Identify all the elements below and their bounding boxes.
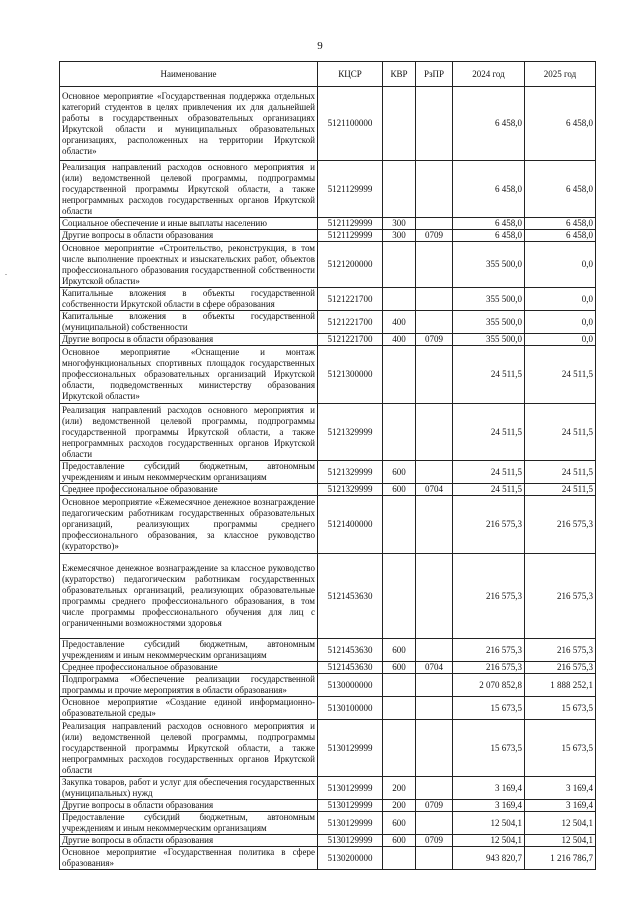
cell-kvr: 300 [383,230,416,242]
table-row [60,639,596,662]
cell-kvr: 600 [383,461,416,484]
cell-rzpr: 0704 [416,484,453,496]
cell-name: Основное мероприятие «Оснащение и монтаж многофункциональных спортивных площадок государственных профессиональных образовательных организаций Иркутской области, подведомственных министерству образования Иркутской области» [60,346,318,404]
cell-name: Другие вопросы в области образования [60,230,318,242]
cell-kvr [383,288,416,311]
cell-code: 5121400000 [318,496,383,554]
cell-y2024: 355 500,0 [453,311,525,334]
cell-rzpr [416,639,453,662]
table-row [60,218,596,230]
cell-rzpr: 0709 [416,230,453,242]
cell-name: Другие вопросы в области образования [60,800,318,812]
table-row [60,777,596,800]
cell-rzpr [416,404,453,461]
table-row [60,484,596,496]
cell-y2025: 1 888 252,1 [525,674,596,697]
cell-rzpr: 0704 [416,662,453,674]
cell-rzpr [416,242,453,288]
cell-y2025: 24 511,5 [525,484,596,496]
cell-y2025: 12 504,1 [525,812,596,835]
cell-rzpr [416,161,453,218]
cell-y2024: 24 511,5 [453,346,525,404]
cell-y2025: 24 511,5 [525,346,596,404]
cell-kvr: 600 [383,639,416,662]
cell-name: Предоставление субсидий бюджетным, автономным учреждениям и иным некоммерческим организациям [60,812,318,835]
cell-code: 5121100000 [318,87,383,161]
cell-name: Капитальные вложения в объекты государственной собственности Иркутской области в сфере образования [60,288,318,311]
cell-rzpr: 0709 [416,334,453,346]
cell-rzpr: 0709 [416,835,453,847]
cell-name: Основное мероприятие «Государственная поддержка отдельных категорий студентов в целях привлечения их для дальнейшей работы в государственных образовательных организациях Иркутской области и муниципальных образовательных организациях, расположенных на территории Иркутской области» [60,87,318,161]
cell-y2025: 3 169,4 [525,777,596,800]
cell-code: 5121329999 [318,484,383,496]
cell-name: Основное мероприятие «Создание единой информационно-образовательной среды» [60,697,318,720]
table-row [60,554,596,639]
cell-code: 5130129999 [318,777,383,800]
cell-y2025: 24 511,5 [525,461,596,484]
table-row [60,847,596,870]
cell-y2024: 24 511,5 [453,461,525,484]
cell-code: 5121300000 [318,346,383,404]
cell-code: 5121221700 [318,334,383,346]
cell-name: Реализация направлений расходов основного мероприятия и (или) ведомственной целевой программы, подпрограммы государственной программы Иркутской области, а также непрограммных расходов государственных органов Иркутской области [60,161,318,218]
table-header-row [60,62,596,87]
cell-kvr: 300 [383,218,416,230]
cell-y2024: 216 575,3 [453,662,525,674]
cell-kvr [383,847,416,870]
cell-y2025: 216 575,3 [525,662,596,674]
budget-table [59,61,596,870]
cell-rzpr [416,461,453,484]
table-row [60,161,596,218]
cell-code: 5121453630 [318,662,383,674]
cell-rzpr [416,812,453,835]
cell-y2025: 216 575,3 [525,496,596,554]
column-header-rzpr: РзПР [416,62,453,87]
cell-y2024: 12 504,1 [453,835,525,847]
cell-rzpr [416,697,453,720]
cell-kvr [383,554,416,639]
cell-y2024: 2 070 852,8 [453,674,525,697]
cell-code: 5121221700 [318,311,383,334]
table-row [60,496,596,554]
cell-code: 5130200000 [318,847,383,870]
cell-name: Предоставление субсидий бюджетным, автономным учреждениям и иным некоммерческим организациям [60,461,318,484]
cell-y2025: 6 458,0 [525,230,596,242]
cell-y2025: 24 511,5 [525,404,596,461]
page-number: 9 [317,40,323,52]
table-row [60,720,596,777]
column-header-kvr: КВР [383,62,416,87]
cell-y2024: 12 504,1 [453,812,525,835]
table-row [60,461,596,484]
cell-name: Другие вопросы в области образования [60,334,318,346]
cell-y2024: 355 500,0 [453,288,525,311]
cell-y2025: 0,0 [525,334,596,346]
cell-rzpr [416,496,453,554]
cell-rzpr [416,218,453,230]
cell-y2024: 24 511,5 [453,404,525,461]
table-row [60,674,596,697]
cell-code: 5130129999 [318,800,383,812]
cell-name: Социальное обеспечение и иные выплаты населению [60,218,318,230]
cell-y2025: 6 458,0 [525,161,596,218]
cell-code: 5130000000 [318,674,383,697]
cell-kvr: 200 [383,777,416,800]
cell-y2025: 3 169,4 [525,800,596,812]
table-row [60,800,596,812]
cell-y2024: 6 458,0 [453,218,525,230]
cell-y2024: 355 500,0 [453,242,525,288]
cell-kvr: 600 [383,835,416,847]
table-row [60,404,596,461]
cell-rzpr [416,674,453,697]
cell-name: Среднее профессиональное образование [60,662,318,674]
cell-name: Закупка товаров, работ и услуг для обеспечения государственных (муниципальных) нужд [60,777,318,800]
table-row [60,87,596,161]
cell-y2025: 216 575,3 [525,639,596,662]
cell-name: Капитальные вложения в объекты государственной (муниципальной) собственности [60,311,318,334]
cell-y2025: 15 673,5 [525,697,596,720]
cell-kvr [383,161,416,218]
cell-y2025: 0,0 [525,288,596,311]
cell-y2024: 216 575,3 [453,496,525,554]
cell-rzpr [416,288,453,311]
cell-kvr: 600 [383,812,416,835]
table-row [60,835,596,847]
table-row [60,230,596,242]
cell-code: 5130129999 [318,835,383,847]
table-row [60,812,596,835]
cell-y2024: 15 673,5 [453,720,525,777]
cell-y2025: 0,0 [525,311,596,334]
cell-kvr [383,674,416,697]
column-header-2024: 2024 год [453,62,525,87]
cell-y2024: 15 673,5 [453,697,525,720]
cell-rzpr: 0709 [416,800,453,812]
cell-kvr: 600 [383,662,416,674]
cell-kvr [383,87,416,161]
cell-name: Основное мероприятие «Строительство, реконструкция, в том числе выполнение проектных и изыскательских работ, объектов профессионального образования государственной собственности Иркутской области» [60,242,318,288]
cell-y2024: 216 575,3 [453,639,525,662]
cell-kvr: 600 [383,484,416,496]
cell-code: 5121453630 [318,639,383,662]
cell-name: Предоставление субсидий бюджетным, автономным учреждениям и иным некоммерческим организациям [60,639,318,662]
cell-rzpr [416,720,453,777]
cell-code: 5130129999 [318,720,383,777]
table-body [60,87,596,870]
cell-y2024: 943 820,7 [453,847,525,870]
cell-y2025: 216 575,3 [525,554,596,639]
cell-y2024: 216 575,3 [453,554,525,639]
scan-mark: . [5,268,7,277]
cell-y2024: 3 169,4 [453,777,525,800]
cell-kvr [383,404,416,461]
cell-code: 5130100000 [318,697,383,720]
cell-y2024: 6 458,0 [453,87,525,161]
cell-rzpr [416,777,453,800]
cell-y2024: 355 500,0 [453,334,525,346]
cell-code: 5121129999 [318,230,383,242]
cell-kvr [383,346,416,404]
cell-kvr: 400 [383,311,416,334]
table-row [60,311,596,334]
cell-code: 5121453630 [318,554,383,639]
cell-y2025: 0,0 [525,242,596,288]
table-row [60,288,596,311]
cell-kvr: 400 [383,334,416,346]
cell-kvr [383,697,416,720]
cell-y2024: 6 458,0 [453,161,525,218]
cell-y2025: 1 216 786,7 [525,847,596,870]
cell-y2025: 6 458,0 [525,87,596,161]
cell-name: Основное мероприятие «Ежемесячное денежное вознаграждение педагогическим работникам государственных образовательных организаций, реализующих программы среднего профессионального образования, за классное руководство (кураторство)» [60,496,318,554]
cell-rzpr [416,554,453,639]
table-row [60,697,596,720]
column-header-2025: 2025 год [525,62,596,87]
cell-kvr [383,242,416,288]
cell-code: 5121129999 [318,161,383,218]
cell-code: 5121329999 [318,461,383,484]
cell-rzpr [416,311,453,334]
table-row [60,662,596,674]
table-row [60,334,596,346]
cell-name: Ежемесячное денежное вознаграждение за классное руководство (кураторство) педагогическим работникам государственных образовательных организаций, реализующих образовательные программы среднего профессионального образования, в том числе программы профессионального обучения для лиц с ограниченными возможностями здоровья [60,554,318,639]
column-header-code: КЦСР [318,62,383,87]
cell-kvr [383,720,416,777]
cell-code: 5121129999 [318,218,383,230]
cell-rzpr [416,346,453,404]
cell-code: 5121329999 [318,404,383,461]
cell-y2025: 12 504,1 [525,835,596,847]
cell-name: Реализация направлений расходов основного мероприятия и (или) ведомственной целевой программы, подпрограммы государственной программы Иркутской области, а также непрограммных расходов государственных органов Иркутской области [60,720,318,777]
cell-name: Подпрограмма «Обеспечение реализации государственной программы и прочие мероприятия в области образования» [60,674,318,697]
column-header-name: Наименование [60,62,318,87]
cell-kvr [383,496,416,554]
cell-name: Реализация направлений расходов основного мероприятия и (или) ведомственной целевой программы, подпрограммы государственной программы Иркутской области, а также непрограммных расходов государственных органов Иркутской области [60,404,318,461]
cell-name: Основное мероприятие «Государственная политика в сфере образования» [60,847,318,870]
cell-code: 5121221700 [318,288,383,311]
cell-name: Среднее профессиональное образование [60,484,318,496]
cell-name: Другие вопросы в области образования [60,835,318,847]
table-row [60,242,596,288]
cell-rzpr [416,87,453,161]
cell-y2024: 6 458,0 [453,230,525,242]
cell-code: 5130129999 [318,812,383,835]
cell-y2024: 24 511,5 [453,484,525,496]
table-row [60,346,596,404]
cell-kvr: 200 [383,800,416,812]
cell-y2025: 6 458,0 [525,218,596,230]
cell-code: 5121200000 [318,242,383,288]
cell-y2025: 15 673,5 [525,720,596,777]
cell-y2024: 3 169,4 [453,800,525,812]
cell-rzpr [416,847,453,870]
